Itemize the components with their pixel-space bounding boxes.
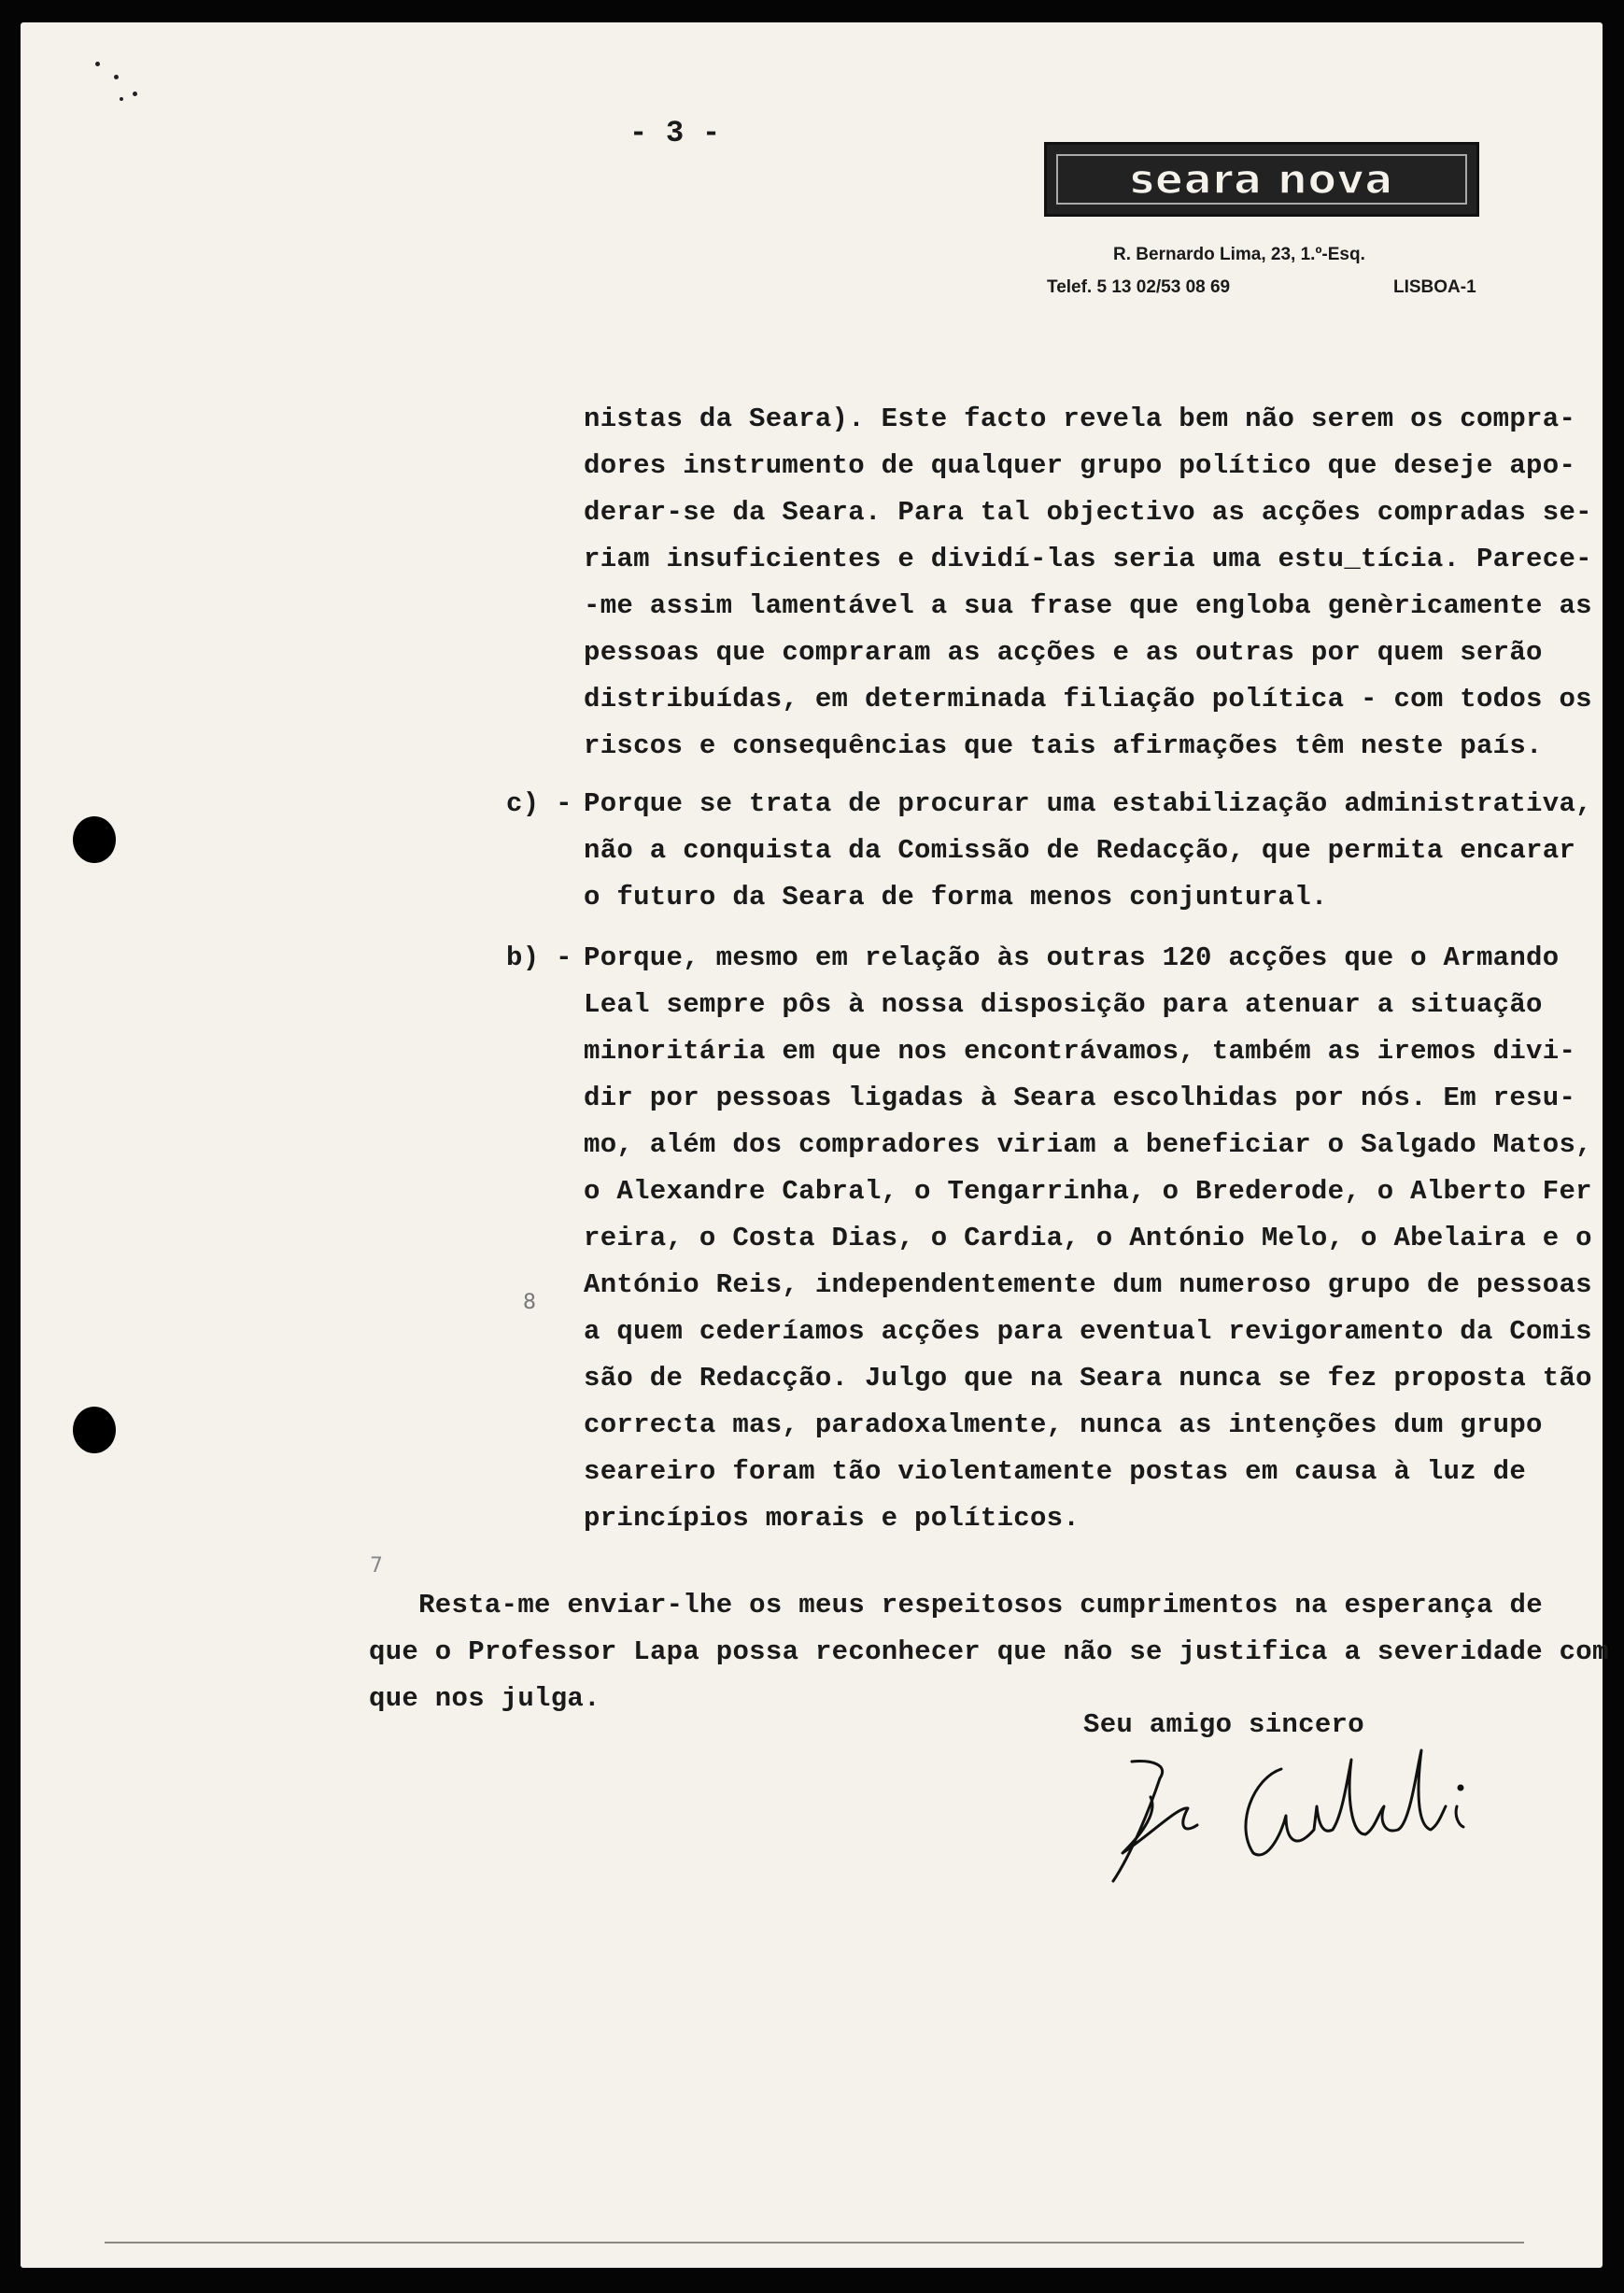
punch-hole	[73, 816, 116, 863]
text-line: -me assim lamentável a sua frase que engloba genèricamente as	[584, 590, 1592, 621]
margin-note: 7	[370, 1554, 383, 1578]
corner-mark	[95, 62, 100, 66]
text-line: a quem cederíamos acções para eventual revigoramento da Comis	[584, 1316, 1592, 1347]
letterhead-city: LISBOA-1	[1393, 277, 1476, 297]
text-line: são de Redacção. Julgo que na Seara nunca se fez proposta tão	[584, 1363, 1592, 1394]
margin-note: 8	[523, 1291, 536, 1314]
logo-text: seara nova	[1129, 155, 1394, 204]
text-line: princípios morais e políticos.	[584, 1503, 1080, 1534]
corner-mark	[120, 97, 123, 101]
text-line: riscos e consequências que tais afirmações têm neste país.	[584, 730, 1543, 761]
item-c-marker: c) -	[506, 788, 572, 819]
text-line: Porque, mesmo em relação às outras 120 acções que o Armando	[584, 942, 1560, 973]
letterhead-address: R. Bernardo Lima, 23, 1.º-Esq.	[1113, 245, 1365, 264]
paragraph-1	[584, 396, 1592, 770]
seara-nova-logo	[1044, 142, 1479, 217]
text-line: o futuro da Seara de forma menos conjuntural.	[584, 882, 1328, 913]
text-line: dores instrumento de qualquer grupo político que deseje apo-	[584, 450, 1576, 481]
item-c-text	[584, 781, 1592, 921]
corner-mark	[114, 75, 119, 79]
valediction: Seu amigo sincero	[1083, 1709, 1364, 1740]
bottom-edge-line	[105, 2242, 1524, 2243]
corner-mark	[133, 92, 137, 96]
text-line: António Reis, independentemente dum numeroso grupo de pessoas	[584, 1269, 1592, 1300]
text-line: não a conquista da Comissão de Redacção, que permita encarar	[584, 835, 1576, 866]
text-line: que nos julga.	[369, 1683, 600, 1714]
text-line: que o Professor Lapa possa reconhecer que não se justifica a severidade com	[369, 1636, 1609, 1667]
closing-paragraph	[369, 1582, 1609, 1722]
item-b-text	[584, 935, 1592, 1542]
text-line: correcta mas, paradoxalmente, nunca as intenções dum grupo	[584, 1409, 1543, 1440]
page-number: - 3 -	[629, 116, 721, 150]
text-line: pessoas que compraram as acções e as outras por quem serão	[584, 637, 1543, 668]
text-line: derar-se da Seara. Para tal objectivo as acções compradas se-	[584, 497, 1592, 528]
text-line: minoritária em que nos encontrávamos, também as iremos divi-	[584, 1036, 1576, 1067]
letter-page	[21, 22, 1609, 2268]
logo-frame	[1056, 154, 1467, 205]
text-line: dir por pessoas ligadas à Seara escolhidas por nós. Em resu-	[584, 1083, 1576, 1113]
letterhead-phone: Telef. 5 13 02/53 08 69	[1047, 277, 1231, 297]
item-b-marker: b) -	[506, 942, 572, 973]
handwritten-signature	[1094, 1741, 1543, 1890]
text-line: distribuídas, em determinada filiação política - com todos os	[584, 684, 1592, 715]
punch-hole	[73, 1407, 116, 1453]
text-line: seareiro foram tão violentamente postas em causa à luz de	[584, 1456, 1527, 1487]
text-line: nistas da Seara). Este facto revela bem não serem os compra-	[584, 403, 1576, 434]
text-line: reira, o Costa Dias, o Cardia, o António Melo, o Abelaira e o	[584, 1223, 1592, 1253]
text-line: riam insuficientes e dividí-las seria uma estu_tícia. Parece-	[584, 544, 1592, 574]
text-line: o Alexandre Cabral, o Tengarrinha, o Brederode, o Alberto Fer	[584, 1176, 1592, 1207]
text-line: Resta-me enviar-lhe os meus respeitosos cumprimentos na esperança de	[369, 1590, 1543, 1621]
text-line: Leal sempre pôs à nossa disposição para atenuar a situação	[584, 989, 1543, 1020]
text-line: Porque se trata de procurar uma estabilização administrativa,	[584, 788, 1592, 819]
text-line: mo, além dos compradores viriam a beneficiar o Salgado Matos,	[584, 1129, 1592, 1160]
